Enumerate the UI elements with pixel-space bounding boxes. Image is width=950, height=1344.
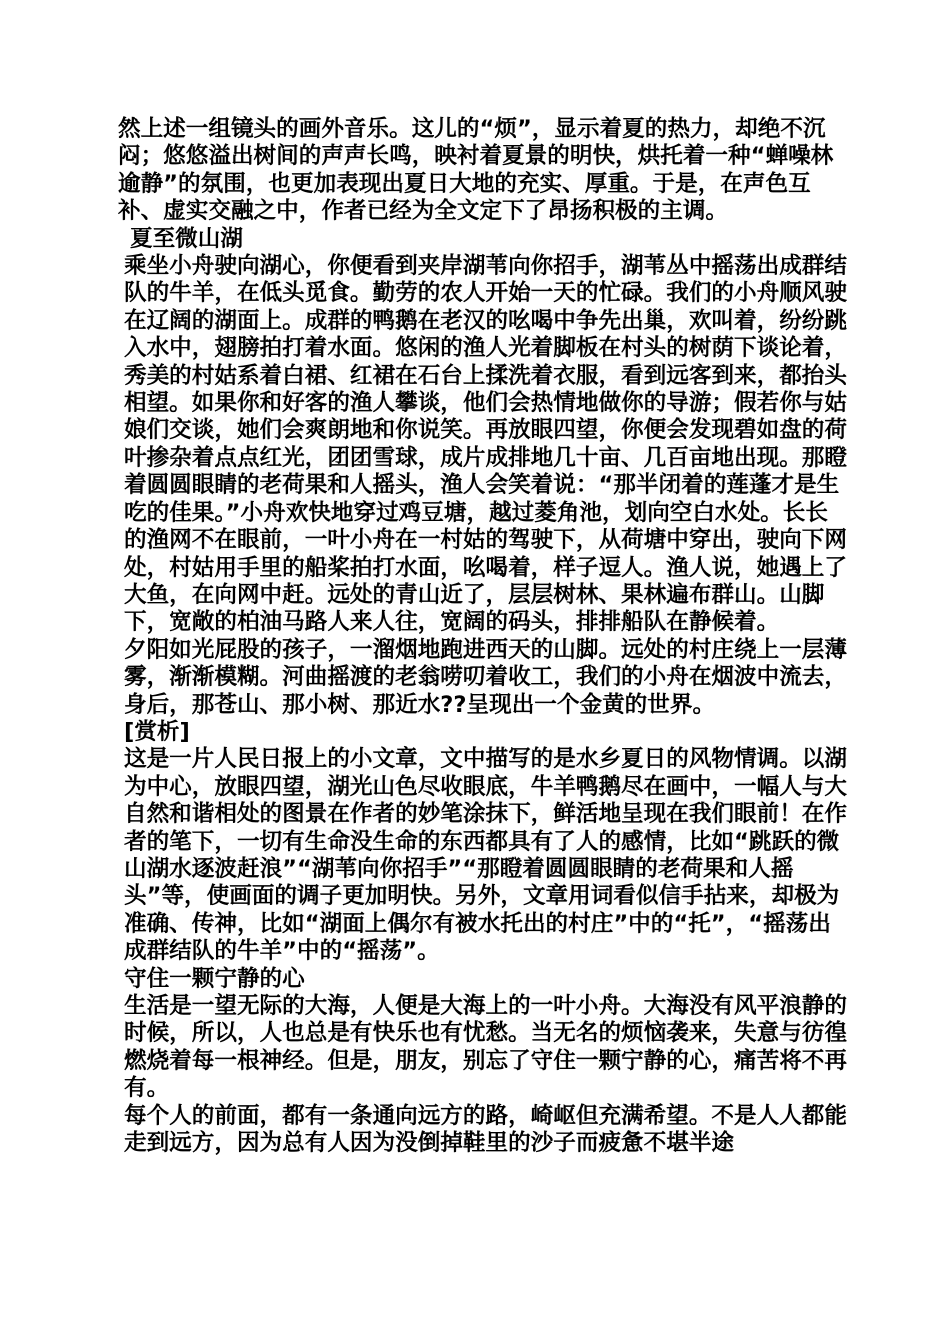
document-page <box>118 116 850 1226</box>
paragraph-boat-trip: 乘坐小舟驶向湖心，你便看到夹岸湖苇向你招手，湖苇丛中摇荡出成群结队的牛羊，在低头觅食。勤劳的农人开始一天的忙碌。我们的小舟顺风驶在辽阔的湖面上。成群的鸭鹅在老汉的吆喝中争先出巢，欢叫着，纷纷跳入水中，翅膀拍打着水面。悠闲的渔人光着脚板在村头的树荫下谈论着，秀美的村姑系着白裙、红裙在石台上揉洗着衣服，看到远客到来，都抬头相望。如果你和好客的渔人攀谈，他们会热情地做你的导游；假若你与姑娘们交谈，她们会爽朗地和你说笑。再放眼四望，你便会发现碧如盘的荷叶掺杂着点点红光，团团雪球，成片成排地几十亩、几百亩地出现。那瞪着圆圆眼睛的老荷果和人摇头，渔人会笑着说：“那半闭着的莲蓬才是生吃的佳果。”小舟欢快地穿过鸡豆塘，越过菱角池，划向空白水处。长长的渔网不在眼前，一叶小舟在一村姑的驾驶下，从荷塘中穿出，驶向下网处，村姑用手里的船桨拍打水面，吆喝着，样子逗人。渔人说，她遇上了大鱼，在向网中赶。远处的青山近了，层层树林、果林遍布群山。山脚下，宽敞的柏油马路人来人往，宽阔的码头，排排船队在静候着。 <box>124 253 847 636</box>
heading-summer-weishan-lake: 夏至微山湖 <box>130 225 243 252</box>
paragraph-intro-continuation: 然上述一组镜头的画外音乐。这儿的“烦”，显示着夏的热力，却绝不沉闷；悠悠溢出树间的声声长鸣，映衬着夏景的明快，烘托着一种“蝉噪林逾静”的氛围，也更加表现出夏日大地的充实、厚重。于是，在声色互补、虚实交融之中，作者已经为全文定下了昂扬积极的主调。 <box>118 116 834 225</box>
paragraph-road-ahead: 每个人的前面，都有一条通向远方的路，崎岖但充满希望。不是人人都能走到远方，因为总有人因为没倒掉鞋里的沙子而疲惫不堪半途 <box>124 1102 847 1157</box>
paragraph-appreciation: 这是一片人民日报上的小文章，文中描写的是水乡夏日的风物情调。以湖为中心，放眼四望，湖光山色尽收眼底，牛羊鸭鹅尽在画中，一幅人与大自然和谐相处的图景在作者的妙笔涂抹下，鲜活地呈现在我们眼前！在作者的笔下，一切有生命没生命的东西都具有了人的感情，比如“跳跃的微山湖水逐波赶浪”“湖苇向你招手”“那瞪着圆圆眼睛的老荷果和人摇头”等，使画面的调子更加明快。另外，文章用词看似信手拈来，却极为准确、传神，比如“湖面上偶尔有被水托出的村庄”中的“托”，“摇荡出成群结队的牛羊”中的“摇荡”。 <box>124 746 847 965</box>
heading-appreciation: [赏析] <box>124 718 190 745</box>
paragraph-sunset: 夕阳如光屁股的孩子，一溜烟地跑进西天的山脚。远处的村庄绕上一层薄雾，渐渐模糊。河曲摇渡的老翁唠叨着收工，我们的小舟在烟波中流去，身后，那苍山、那小树、那近水??呈现出一个金黄的世界。 <box>124 636 847 718</box>
heading-keep-calm-heart: 守住一颗宁静的心 <box>124 965 305 992</box>
paragraph-life-sea: 生活是一望无际的大海，人便是大海上的一叶小舟。大海没有风平浪静的时候，所以，人也总是有快乐也有忧愁。当无名的烦恼袭来，失意与彷徨燃烧着每一根神经。但是，朋友，别忘了守住一颗宁静的心，痛苦将不再有。 <box>124 993 847 1102</box>
